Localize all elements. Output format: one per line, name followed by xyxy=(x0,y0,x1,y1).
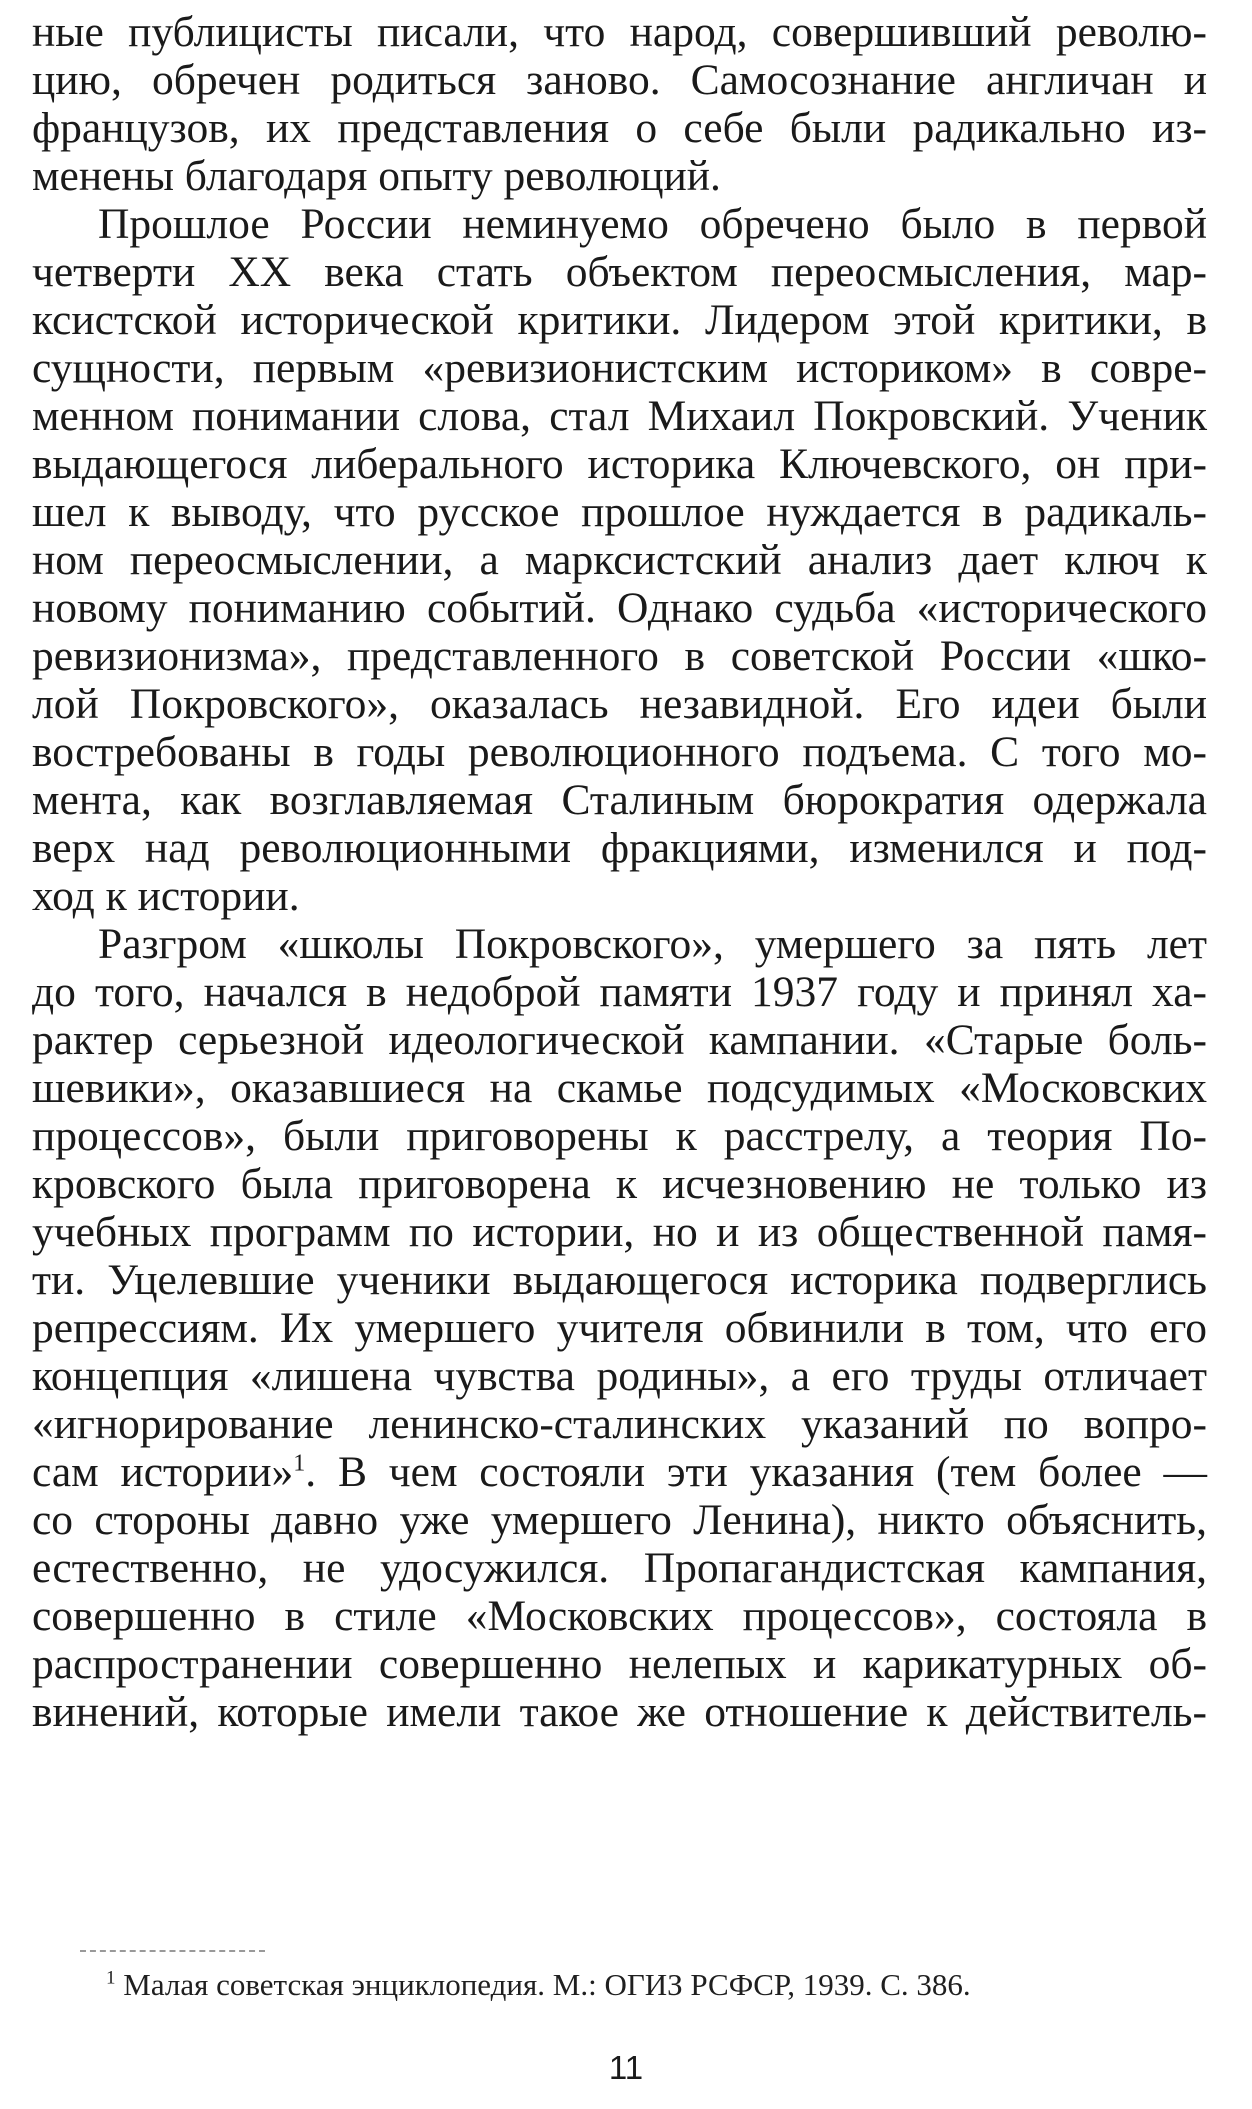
text-line: процессов», были приговорены к расстрелу, а теория По- xyxy=(32,1112,1207,1160)
text-line: четверти XX века стать объектом переосмысления, мар- xyxy=(32,248,1207,296)
text-line: сам истории»$^1$. В чем состояли эти указания (тем более — xyxy=(32,1448,1207,1496)
text-line: совершенно в стиле «Московских процессов», состояла в xyxy=(32,1592,1207,1640)
text-line: ксистской исторической критики. Лидером этой критики, в xyxy=(32,296,1207,344)
text-line: сущности, первым «ревизионистским историком» в совре- xyxy=(32,344,1207,392)
text-line: шел к выводу, что русское прошлое нуждается в радикаль- xyxy=(32,488,1207,536)
footnote-marker: 1 xyxy=(106,1967,116,1989)
text-line: распространении совершенно нелепых и карикатурных об- xyxy=(32,1640,1207,1688)
footnote-reference: 1 xyxy=(293,1450,306,1477)
text-line: ти. Уцелевшие ученики выдающегося историка подверглись xyxy=(32,1256,1207,1304)
text-line: естественно, не удосужился. Пропагандистская кампания, xyxy=(32,1544,1207,1592)
text-line: ном переосмыслении, а марксистский анализ дает ключ к xyxy=(32,536,1207,584)
footnote-text: Малая советская энциклопедия. М.: ОГИЗ РСФСР, 1939. С. 386. xyxy=(123,1967,971,2002)
text-line: востребованы в годы революционного подъема. С того мо- xyxy=(32,728,1207,776)
text-line: концепция «лишена чувства родины», а его труды отличает xyxy=(32,1352,1207,1400)
text-line: винений, которые имели такое же отношение к действитель- xyxy=(32,1688,1207,1736)
text-line: кровского была приговорена к исчезновению не только из xyxy=(32,1160,1207,1208)
text-line: ревизионизма», представленного в советской России «шко- xyxy=(32,632,1207,680)
text-line: до того, начался в недоброй памяти 1937 году и принял ха- xyxy=(32,968,1207,1016)
text-line: верх над революционными фракциями, изменился и под- xyxy=(32,824,1207,872)
footnote-separator xyxy=(80,1950,265,1952)
text-line: ход к истории. xyxy=(32,872,300,920)
text-line: ные публицисты писали, что народ, совершивший револю- xyxy=(32,8,1207,56)
text-line: «игнорирование ленинско-сталинских указаний по вопро- xyxy=(32,1400,1207,1448)
footnote xyxy=(106,1965,1226,2005)
text-line: мента, как возглавляемая Сталиным бюрократия одержала xyxy=(32,776,1207,824)
text-line: Разгром «школы Покровского», умершего за пять лет xyxy=(98,920,1207,968)
text-line: менном понимании слова, стал Михаил Покровский. Ученик xyxy=(32,392,1207,440)
text-line: шевики», оказавшиеся на скамье подсудимых «Московских xyxy=(32,1064,1207,1112)
body-text xyxy=(32,8,1207,1736)
text-line: со стороны давно уже умершего Ленина), никто объяснить, xyxy=(32,1496,1207,1544)
text-line: учебных программ по истории, но и из общественной памя- xyxy=(32,1208,1207,1256)
text-line: французов, их представления о себе были радикально из- xyxy=(32,104,1207,152)
text-line: новому пониманию событий. Однако судьба «исторического xyxy=(32,584,1207,632)
text-line: выдающегося либерального историка Ключевского, он при- xyxy=(32,440,1207,488)
page-number: 11 xyxy=(608,2049,644,2086)
text-line: лой Покровского», оказалась незавидной. Его идеи были xyxy=(32,680,1207,728)
text-line: цию, обречен родиться заново. Самосознание англичан и xyxy=(32,56,1207,104)
text-line: рактер серьезной идеологической кампании. «Старые боль- xyxy=(32,1016,1207,1064)
text-line: Прошлое России неминуемо обречено было в первой xyxy=(98,200,1207,248)
text-line: менены благодаря опыту революций. xyxy=(32,152,721,200)
text-line: репрессиям. Их умершего учителя обвинили в том, что его xyxy=(32,1304,1207,1352)
